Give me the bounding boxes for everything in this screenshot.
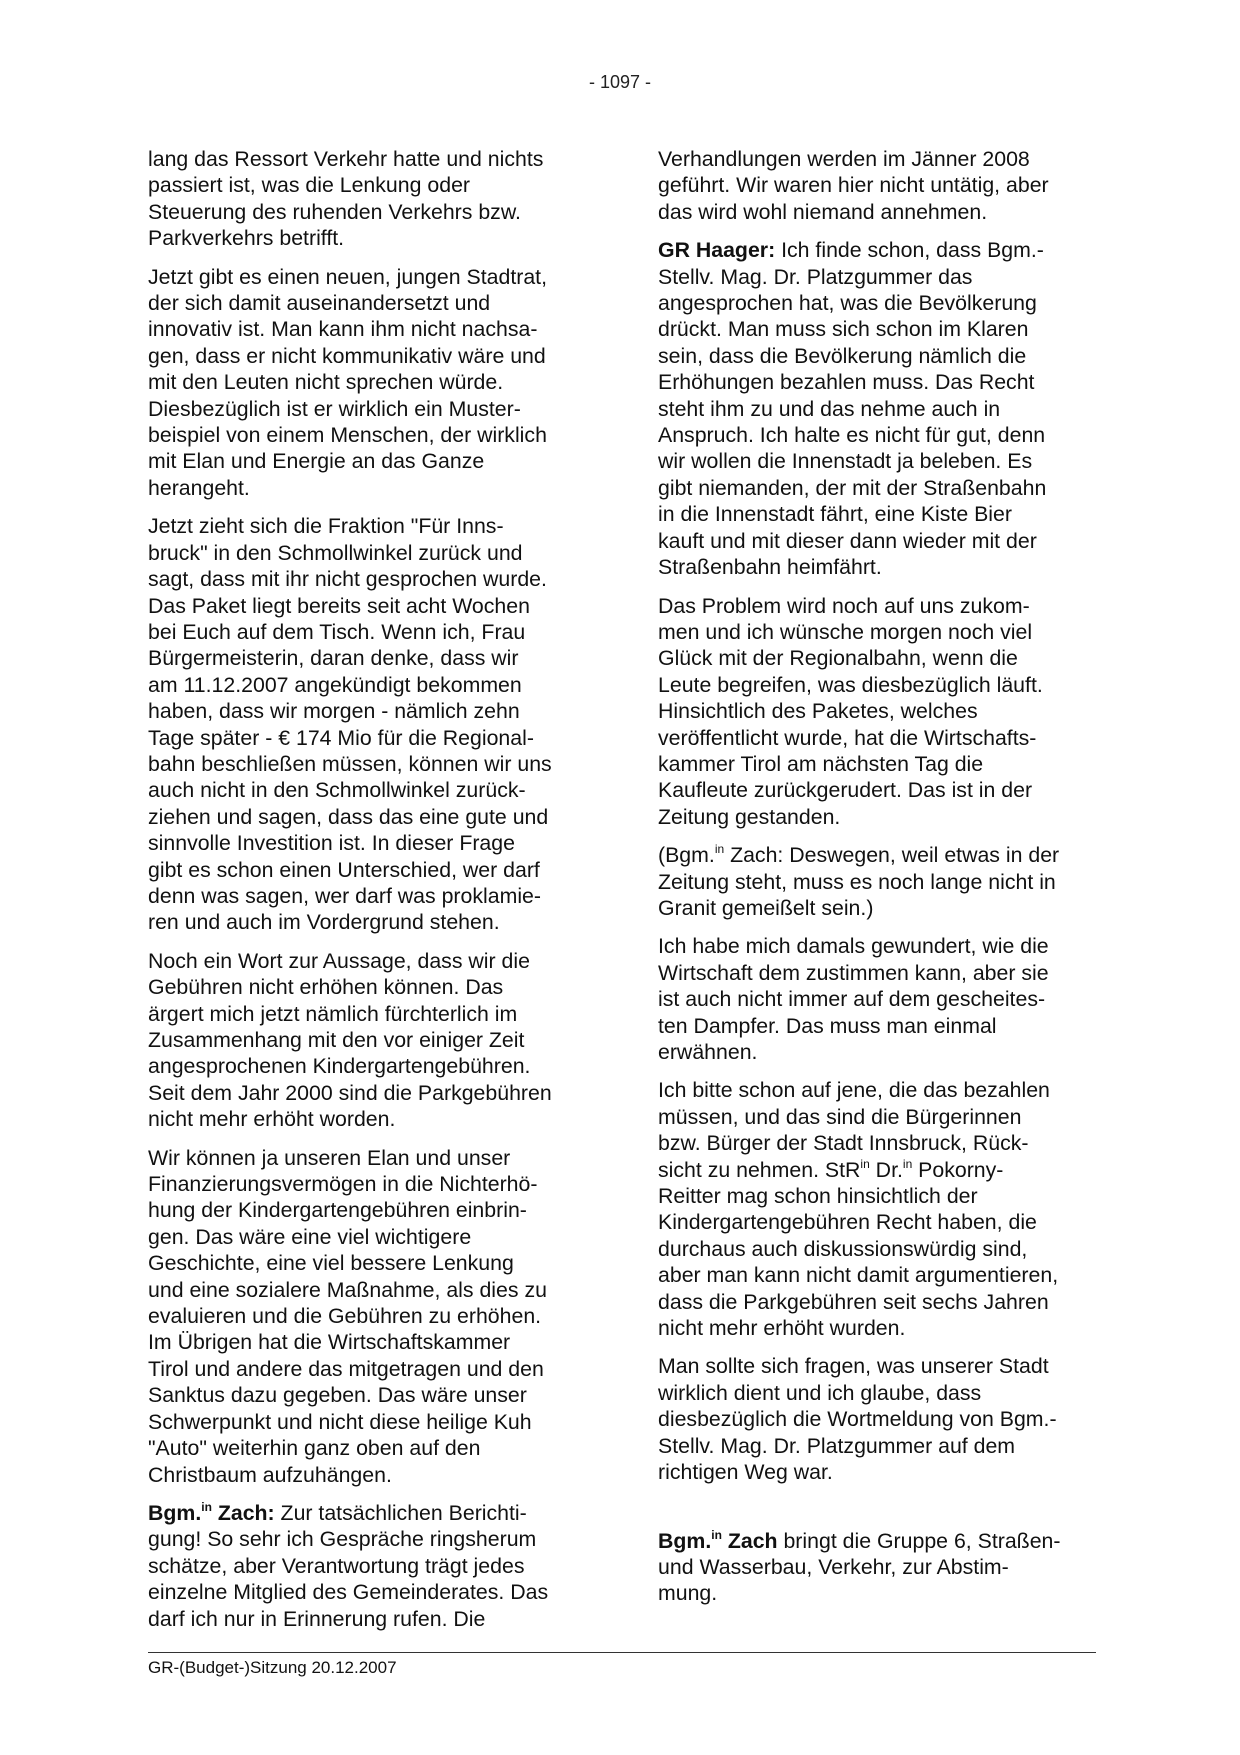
text-part-1: Ich bitte schon auf jene, die das bezahlen müssen, und das sind die Bürgerinnen bzw. Bürger der Stadt Innsbruck, Rück- sicht zu nehmen. StR xyxy=(658,1078,1050,1182)
speaker-title: Bgm. xyxy=(148,1500,202,1525)
speaker-title-suffix: in xyxy=(201,1499,212,1514)
speech-text: Zur tatsächlichen Berichti- gung! So sehr ich Gespräche ringsherum schätze, aber Verantwortung trägt jedes einzelne Mitglied des Gemeinderates. Das darf ich nur in Erinnerung rufen. Die xyxy=(148,1500,549,1631)
speaker-title: Bgm. xyxy=(658,1528,712,1553)
right-paragraph-6 xyxy=(658,1077,1108,1341)
speaker-name: Zach xyxy=(721,1528,778,1553)
left-paragraph-3: Jetzt zieht sich die Fraktion "Für Inns- bruck" in den Schmollwinkel zurück und sagt, dass mit ihr nicht gesprochen wurde. Das Paket liegt bereits seit acht Wochen bei Euch auf dem Tisch. Wenn ich, Frau Bürgermeisterin, daran denke, dass wir am 11.12.2007 angekündigt bekommen haben, dass wir morgen - nämlich zehn Tage später - € 174 Mio für die Regional- bahn beschließen müssen, können wir uns auch nicht in den Schmollwinkel zurück- ziehen und sagen, dass das eine gute und sinnvolle Investition ist. In dieser Frage gibt es schon einen Unterschied, wer darf denn was sagen, wer darf was proklamie- ren und auch im Vordergrund stehen. xyxy=(148,514,552,935)
speaker-name: Zach: xyxy=(211,1500,275,1525)
speaker-title-suffix: in xyxy=(711,1527,722,1542)
text-part-2: Dr. xyxy=(869,1157,903,1182)
right-paragraph-7: Man sollte sich fragen, was unserer Stadt wirklich dient und ich glaube, dass diesbezüglich die Wortmeldung von Bgm.- Stellv. Mag. Dr. Platzgummer auf dem richtigen Weg war. xyxy=(658,1354,1057,1485)
right-paragraph-5: Ich habe mich damals gewundert, wie die Wirtschaft dem zustimmen kann, aber sie ist auch nicht immer auf dem gescheites- ten Dampfer. Das muss man einmal erwähnen. xyxy=(658,934,1049,1064)
text-part-3: Pokorny- Reitter mag schon hinsichtlich der Kindergartengebühren Recht haben, die durchaus auch diskussionswürdig sind, aber man kann nicht damit argumentieren, dass die Parkgebühren seit sechs Jahren nicht mehr erhöht wurden. xyxy=(658,1157,1059,1341)
right-column xyxy=(658,146,1108,1619)
left-column xyxy=(148,146,596,1644)
speech-text: bringt die Gruppe 6, Straßen- und Wasserbau, Verkehr, zur Abstim- mung. xyxy=(658,1528,1061,1606)
right-paragraph-3: Das Problem wird noch auf uns zukom- men und ich wünsche morgen noch viel Glück mit der Regionalbahn, wenn die Leute begreifen, was diesbezüglich läuft. Hinsichtlich des Paketes, welches veröffentlicht wurde, hat die Wirtschafts- kammer Tirol am nächsten Tag die Kaufleute zurückgerudert. Das ist in der Zeitung gestanden. xyxy=(658,593,1043,829)
title-suffix: in xyxy=(714,842,725,857)
speaker-label xyxy=(658,1529,778,1553)
right-paragraph-4 xyxy=(658,842,1108,921)
interjection-start: (Bgm. xyxy=(658,843,715,868)
title-suffix-1: in xyxy=(860,1156,870,1171)
left-paragraph-1: lang das Ressort Verkehr hatte und nichts passiert ist, was die Lenkung oder Steuerung des ruhenden Verkehrs bzw. Parkverkehrs betrifft. xyxy=(148,147,544,251)
footer-divider xyxy=(148,1652,1096,1653)
speaker-label: GR Haager: xyxy=(658,238,776,263)
right-paragraph-8 xyxy=(658,1528,1108,1607)
page-number: - 1097 - xyxy=(588,72,652,92)
left-paragraph-4: Noch ein Wort zur Aussage, dass wir die Gebühren nicht erhöhen können. Das ärgert mich jetzt nämlich fürchterlich im Zusammenhang mit den vor einiger Zeit angesprochenen Kindergartengebühren. Seit dem Jahr 2000 sind die Parkgebühren nicht mehr erhöht worden. xyxy=(148,948,552,1132)
left-paragraph-6 xyxy=(148,1500,596,1632)
left-paragraph-5: Wir können ja unseren Elan und unser Finanzierungsvermögen in die Nichterhö- hung der Kindergartengebühren einbrin- gen. Das wäre eine viel wichtigere Geschichte, eine viel bessere Lenkung und eine sozialere Maßnahme, als dies zu evaluieren und die Gebühren zu erhöhen. Im Übrigen hat die Wirtschaftskammer Tirol und andere das mitgetragen und den Sanktus dazu gegeben. Das wäre unser Schwerpunkt und nicht diese heilige Kuh "Auto" weiterhin ganz oben auf den Christbaum aufzuhängen. xyxy=(148,1145,547,1487)
speaker-label xyxy=(148,1501,275,1525)
speech-text: Ich finde schon, dass Bgm.- Stellv. Mag. Dr. Platzgummer das angesprochen hat, was die Bevölkerung drückt. Man muss sich schon im Klaren sein, dass die Bevölkerung nämlich die Erhöhungen bezahlen muss. Das Recht steht ihm zu und das nehme auch in Anspruch. Ich halte es nicht für gut, denn wir wollen die Innenstadt ja beleben. Es gibt niemanden, der mit der Straßenbahn in die Innenstadt fährt, eine Kiste Bier kauft und mit dieser dann wieder mit der Straßenbahn heimfährt. xyxy=(658,238,1047,580)
right-paragraph-2 xyxy=(658,237,1108,580)
footer-text: GR-(Budget-)Sitzung 20.12.2007 xyxy=(148,1658,397,1677)
title-suffix-2: in xyxy=(902,1156,913,1171)
right-paragraph-1: Verhandlungen werden im Jänner 2008 geführt. Wir waren hier nicht untätig, aber das wird wohl niemand annehmen. xyxy=(658,147,1049,224)
left-paragraph-2: Jetzt gibt es einen neuen, jungen Stadtrat, der sich damit auseinandersetzt und innovativ ist. Man kann ihm nicht nachsa- gen, dass er nicht kommunikativ wäre und mit den Leuten nicht sprechen würde. Diesbezüglich ist er wirklich ein Muster- beispiel von einem Menschen, der wirklich mit Elan und Energie an das Ganze herangeht. xyxy=(148,264,548,500)
interjection-text: Zach: Deswegen, weil etwas in der Zeitung steht, muss es noch lange nicht in Granit gemeißelt sein.) xyxy=(658,843,1060,920)
